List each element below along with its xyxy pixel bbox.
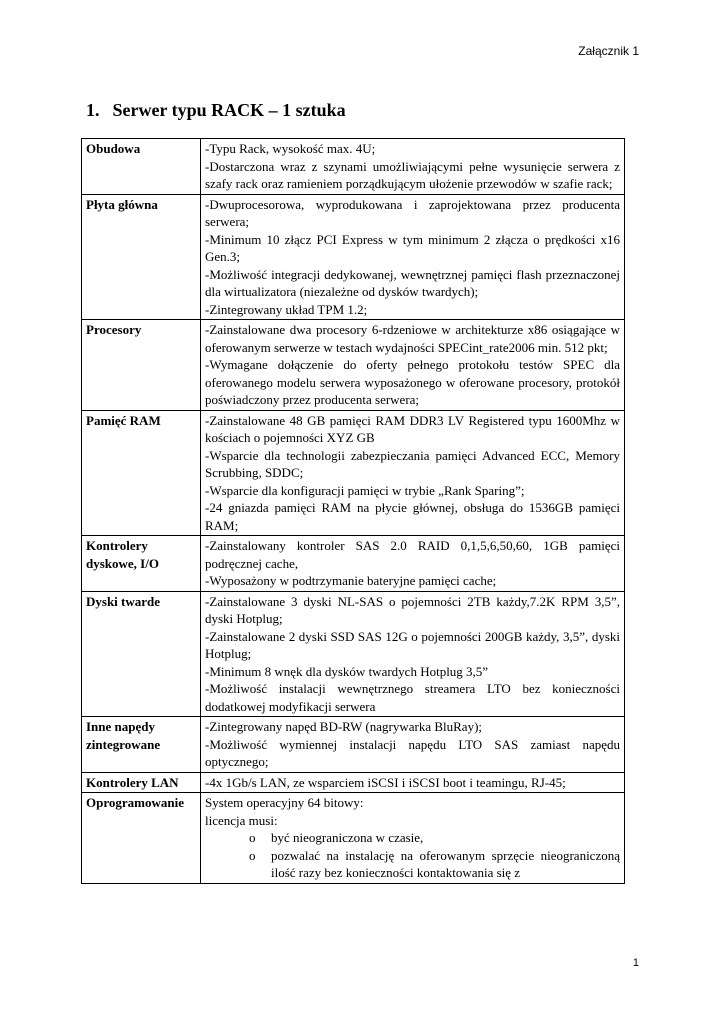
license-condition-text: być nieograniczona w czasie, [271,830,424,845]
spec-line: -Zainstalowane 2 dyski SSD SAS 12G o pojemności 200GB każdy, 3,5”, dyski Hotplug; [205,628,620,661]
spec-line: -Zainstalowane 48 GB pamięci RAM DDR3 LV Registered typu 1600Mhz w kościach o pojemności XYZ GB [205,412,620,445]
spec-line: licencja musi: [205,812,278,828]
spec-line: -Minimum 10 złącz PCI Express w tym minimum 2 złącza o prędkości x16 Gen.3; [205,231,620,264]
section-title [86,100,346,121]
spec-row-label: Obudowa [82,139,201,195]
section-number: 1. [86,100,100,120]
license-condition-item [205,847,620,882]
spec-line: -Możliwość integracji dedykowanej, wewnętrznej pamięci flash przeznaczonej dla wirtualizatora (niezależne od dysków twardych); [205,266,620,299]
spec-line: -Możliwość wymiennej instalacji napędu LTO SAS zamiast napędu optycznego; [205,736,620,769]
bullet-marker: o [249,830,256,845]
spec-line: -Wymagane dołączenie do oferty pełnego protokołu testów SPEC dla oferowanego modelu serwera wyposażonego w oferowane procesory, protokół poświadczony przez producenta serwera; [205,357,620,407]
spec-row-label: Dyski twarde [82,591,201,717]
spec-row-content [201,591,625,717]
spec-row [82,793,625,884]
spec-row-label: Płyta główna [82,194,201,320]
spec-row-label: Oprogramowanie [82,793,201,884]
spec-row-content [201,793,625,884]
spec-line: -Typu Rack, wysokość max. 4U; [205,141,376,156]
license-condition-text: pozwalać na instalację na oferowanym sprzęcie nieograniczoną ilość razy bez konieczności kontaktowania się z [271,847,620,880]
spec-line: -Wsparcie dla technologii zabezpieczania pamięci Advanced ECC, Memory Scrubbing, SDDC; [205,447,620,480]
page-number: 1 [632,957,639,969]
spec-row-content [201,139,625,195]
spec-row [82,772,625,793]
spec-row-content [201,410,625,536]
spec-row-label: Procesory [82,320,201,411]
spec-row-content [201,320,625,411]
bullet-marker: o [249,847,256,863]
spec-line: -4x 1Gb/s LAN, ze wsparciem iSCSI i iSCSI boot i teamingu, RJ-45; [205,774,566,790]
spec-line: System operacyjny 64 bitowy: [205,795,364,810]
spec-row-label: Pamięć RAM [82,410,201,536]
spec-line: -Minimum 8 wnęk dla dysków twardych Hotplug 3,5” [205,663,489,679]
spec-row [82,717,625,773]
spec-line: -Zainstalowane 3 dyski NL-SAS o pojemności 2TB każdy,7.2K RPM 3,5”, dyski Hotplug; [205,593,620,626]
spec-table [81,138,625,884]
spec-line: -24 gniazda pamięci RAM na płycie głównej, obsługa do 1536GB pamięci RAM; [205,500,620,533]
spec-line: -Wyposażony w podtrzymanie bateryjne pamięci cache; [205,573,497,588]
spec-row-label: Kontrolery dyskowe, I/O [82,536,201,592]
section-title-text: Serwer typu RACK – 1 sztuka [112,100,346,120]
spec-line: -Możliwość instalacji wewnętrznego streamera LTO bez konieczności dodatkowej modyfikacji serwera [205,681,620,714]
spec-row [82,139,625,195]
spec-line: -Wsparcie dla konfiguracji pamięci w trybie „Rank Sparing”; [205,482,525,498]
spec-line: -Zintegrowany układ TPM 1.2; [205,301,368,317]
spec-row [82,410,625,536]
spec-row-content [201,717,625,773]
spec-line: -Zintegrowany napęd BD-RW (nagrywarka BluRay); [205,719,483,734]
spec-line: -Zainstalowane dwa procesory 6-rdzeniowe w architekturze x86 osiągające w oferowanym serwerze w testach wydajności SPECint_rate2006 min. 512 pkt; [205,322,620,355]
spec-row-content [201,194,625,320]
attachment-label: Załącznik 1 [578,44,639,58]
spec-line: -Dwuprocesorowa, wyprodukowana i zaprojektowana przez producenta serwera; [205,196,620,229]
spec-row [82,591,625,717]
spec-row [82,320,625,411]
spec-line: -Zainstalowany kontroler SAS 2.0 RAID 0,1,5,6,50,60, 1GB pamięci podręcznej cache, [205,538,620,571]
license-condition-item [205,829,620,847]
spec-row-content [201,536,625,592]
spec-line: -Dostarczona wraz z szynami umożliwiającymi pełne wysunięcie serwera z szafy rack oraz ramieniem porządkującym ułożenie przewodów w szafie rack; [205,158,620,191]
spec-table-body [82,139,625,884]
spec-row [82,194,625,320]
spec-row-label: Inne napędy zintegrowane [82,717,201,773]
spec-row-label: Kontrolery LAN [82,772,201,793]
spec-row [82,536,625,592]
spec-row-content [201,772,625,793]
